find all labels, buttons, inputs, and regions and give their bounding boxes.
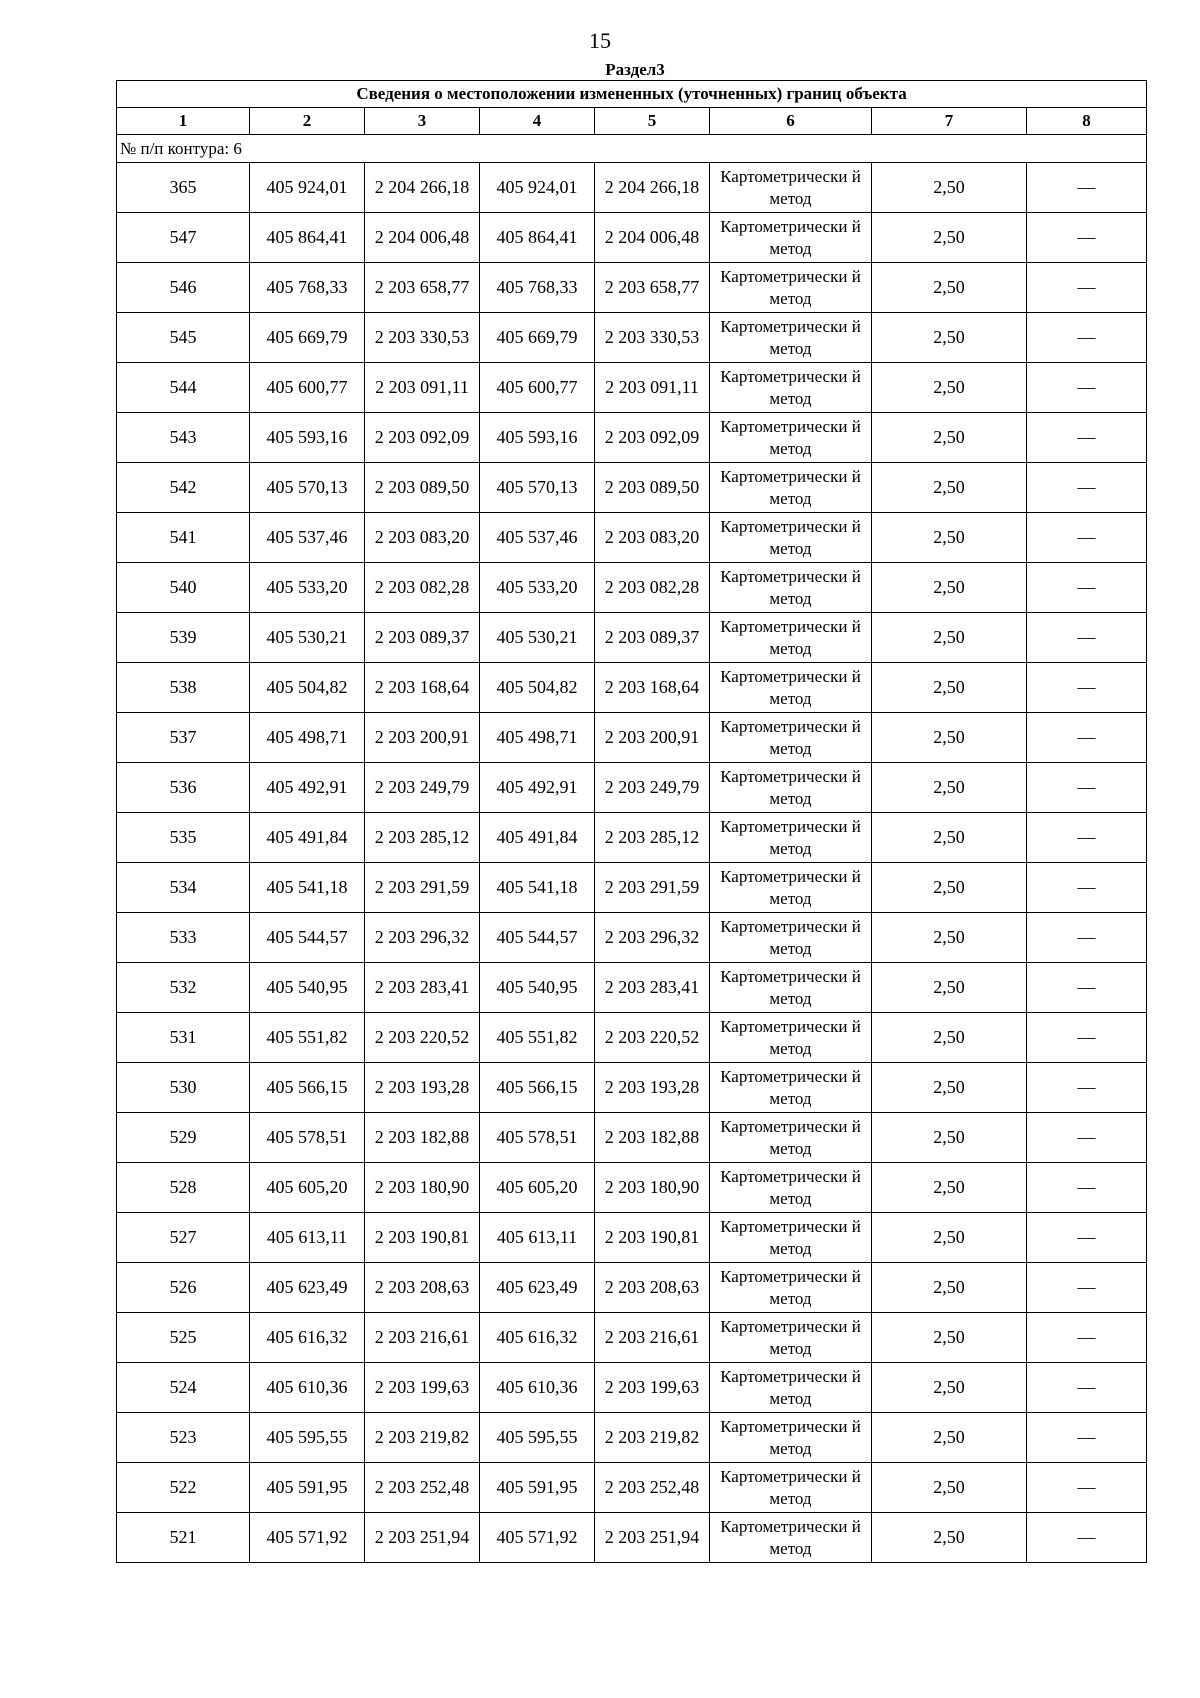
table-row	[117, 163, 1147, 213]
y-coordinate-cell: 2 203 219,82	[365, 1413, 480, 1463]
y-coordinate-cell: 2 203 658,77	[365, 263, 480, 313]
accuracy-cell: 2,50	[872, 213, 1027, 263]
table-row	[117, 1163, 1147, 1213]
note-cell: —	[1027, 1313, 1147, 1363]
section-title: Раздел3	[605, 60, 665, 79]
method-cell: Картометрически й метод	[710, 363, 872, 413]
y-coordinate-cell: 2 203 182,88	[595, 1113, 710, 1163]
method-cell: Картометрически й метод	[710, 1163, 872, 1213]
y-coordinate-cell: 2 203 180,90	[365, 1163, 480, 1213]
method-cell: Картометрически й метод	[710, 813, 872, 863]
y-coordinate-cell: 2 203 200,91	[595, 713, 710, 763]
table-row	[117, 1063, 1147, 1113]
note-cell: —	[1027, 963, 1147, 1013]
x-coordinate-cell: 405 530,21	[250, 613, 365, 663]
y-coordinate-cell: 2 203 208,63	[595, 1263, 710, 1313]
y-coordinate-cell: 2 203 091,11	[595, 363, 710, 413]
point-number-cell: 534	[117, 863, 250, 913]
x-coordinate-cell: 405 610,36	[480, 1363, 595, 1413]
y-coordinate-cell: 2 203 190,81	[595, 1213, 710, 1263]
point-number-cell: 527	[117, 1213, 250, 1263]
x-coordinate-cell: 405 924,01	[480, 163, 595, 213]
y-coordinate-cell: 2 203 082,28	[595, 563, 710, 613]
y-coordinate-cell: 2 203 291,59	[595, 863, 710, 913]
point-number-cell: 533	[117, 913, 250, 963]
method-cell: Картометрически й метод	[710, 413, 872, 463]
y-coordinate-cell: 2 204 006,48	[595, 213, 710, 263]
x-coordinate-cell: 405 595,55	[480, 1413, 595, 1463]
method-cell: Картометрически й метод	[710, 563, 872, 613]
x-coordinate-cell: 405 669,79	[480, 313, 595, 363]
y-coordinate-cell: 2 203 291,59	[365, 863, 480, 913]
y-coordinate-cell: 2 203 658,77	[595, 263, 710, 313]
y-coordinate-cell: 2 203 330,53	[365, 313, 480, 363]
note-cell: —	[1027, 1363, 1147, 1413]
x-coordinate-cell: 405 544,57	[480, 913, 595, 963]
x-coordinate-cell: 405 498,71	[250, 713, 365, 763]
x-coordinate-cell: 405 498,71	[480, 713, 595, 763]
boundary-table	[116, 80, 1147, 1563]
method-cell: Картометрически й метод	[710, 1313, 872, 1363]
x-coordinate-cell: 405 591,95	[250, 1463, 365, 1513]
table-row	[117, 363, 1147, 413]
accuracy-cell: 2,50	[872, 1163, 1027, 1213]
y-coordinate-cell: 2 203 089,50	[595, 463, 710, 513]
method-cell: Картометрически й метод	[710, 513, 872, 563]
y-coordinate-cell: 2 203 089,50	[365, 463, 480, 513]
table-row	[117, 513, 1147, 563]
table-row	[117, 1113, 1147, 1163]
accuracy-cell: 2,50	[872, 1013, 1027, 1063]
x-coordinate-cell: 405 492,91	[480, 763, 595, 813]
table-row	[117, 413, 1147, 463]
note-cell: —	[1027, 463, 1147, 513]
note-cell: —	[1027, 313, 1147, 363]
accuracy-cell: 2,50	[872, 1363, 1027, 1413]
x-coordinate-cell: 405 551,82	[250, 1013, 365, 1063]
point-number-cell: 528	[117, 1163, 250, 1213]
x-coordinate-cell: 405 491,84	[480, 813, 595, 863]
y-coordinate-cell: 2 203 208,63	[365, 1263, 480, 1313]
point-number-cell: 543	[117, 413, 250, 463]
table-row	[117, 1313, 1147, 1363]
y-coordinate-cell: 2 204 266,18	[365, 163, 480, 213]
x-coordinate-cell: 405 540,95	[480, 963, 595, 1013]
point-number-cell: 537	[117, 713, 250, 763]
x-coordinate-cell: 405 623,49	[250, 1263, 365, 1313]
x-coordinate-cell: 405 616,32	[250, 1313, 365, 1363]
column-number: 5	[595, 108, 710, 135]
note-cell: —	[1027, 163, 1147, 213]
x-coordinate-cell: 405 768,33	[480, 263, 595, 313]
note-cell: —	[1027, 563, 1147, 613]
y-coordinate-cell: 2 203 190,81	[365, 1213, 480, 1263]
accuracy-cell: 2,50	[872, 1113, 1027, 1163]
y-coordinate-cell: 2 203 193,28	[595, 1063, 710, 1113]
accuracy-cell: 2,50	[872, 263, 1027, 313]
x-coordinate-cell: 405 600,77	[250, 363, 365, 413]
y-coordinate-cell: 2 203 182,88	[365, 1113, 480, 1163]
x-coordinate-cell: 405 578,51	[480, 1113, 595, 1163]
x-coordinate-cell: 405 864,41	[480, 213, 595, 263]
x-coordinate-cell: 405 491,84	[250, 813, 365, 863]
method-cell: Картометрически й метод	[710, 1063, 872, 1113]
method-cell: Картометрически й метод	[710, 463, 872, 513]
note-cell: —	[1027, 213, 1147, 263]
note-cell: —	[1027, 1063, 1147, 1113]
table-row	[117, 763, 1147, 813]
y-coordinate-cell: 2 204 266,18	[595, 163, 710, 213]
x-coordinate-cell: 405 613,11	[250, 1213, 365, 1263]
table-row	[117, 963, 1147, 1013]
table-row	[117, 913, 1147, 963]
accuracy-cell: 2,50	[872, 1413, 1027, 1463]
y-coordinate-cell: 2 203 283,41	[365, 963, 480, 1013]
y-coordinate-cell: 2 203 168,64	[365, 663, 480, 713]
point-number-cell: 532	[117, 963, 250, 1013]
method-cell: Картометрически й метод	[710, 1463, 872, 1513]
y-coordinate-cell: 2 203 330,53	[595, 313, 710, 363]
x-coordinate-cell: 405 593,16	[480, 413, 595, 463]
method-cell: Картометрически й метод	[710, 1263, 872, 1313]
x-coordinate-cell: 405 864,41	[250, 213, 365, 263]
accuracy-cell: 2,50	[872, 1063, 1027, 1113]
note-cell: —	[1027, 713, 1147, 763]
x-coordinate-cell: 405 504,82	[480, 663, 595, 713]
method-cell: Картометрически й метод	[710, 863, 872, 913]
column-number: 3	[365, 108, 480, 135]
table-row	[117, 563, 1147, 613]
x-coordinate-cell: 405 593,16	[250, 413, 365, 463]
y-coordinate-cell: 2 203 249,79	[595, 763, 710, 813]
accuracy-cell: 2,50	[872, 513, 1027, 563]
method-cell: Картометрически й метод	[710, 163, 872, 213]
point-number-cell: 540	[117, 563, 250, 613]
note-cell: —	[1027, 263, 1147, 313]
note-cell: —	[1027, 363, 1147, 413]
method-cell: Картометрически й метод	[710, 713, 872, 763]
note-cell: —	[1027, 863, 1147, 913]
x-coordinate-cell: 405 600,77	[480, 363, 595, 413]
column-number: 7	[872, 108, 1027, 135]
x-coordinate-cell: 405 768,33	[250, 263, 365, 313]
x-coordinate-cell: 405 551,82	[480, 1013, 595, 1063]
y-coordinate-cell: 2 203 168,64	[595, 663, 710, 713]
table-row	[117, 713, 1147, 763]
contour-label: № п/п контура: 6	[117, 135, 1147, 163]
point-number-cell: 365	[117, 163, 250, 213]
method-cell: Картометрически й метод	[710, 1213, 872, 1263]
accuracy-cell: 2,50	[872, 713, 1027, 763]
method-cell: Картометрически й метод	[710, 963, 872, 1013]
page-number: 15	[589, 28, 611, 53]
method-cell: Картометрически й метод	[710, 313, 872, 363]
table-row	[117, 463, 1147, 513]
x-coordinate-cell: 405 544,57	[250, 913, 365, 963]
x-coordinate-cell: 405 591,95	[480, 1463, 595, 1513]
x-coordinate-cell: 405 623,49	[480, 1263, 595, 1313]
column-number: 4	[480, 108, 595, 135]
x-coordinate-cell: 405 566,15	[480, 1063, 595, 1113]
point-number-cell: 523	[117, 1413, 250, 1463]
accuracy-cell: 2,50	[872, 763, 1027, 813]
table-row	[117, 1263, 1147, 1313]
note-cell: —	[1027, 413, 1147, 463]
x-coordinate-cell: 405 595,55	[250, 1413, 365, 1463]
y-coordinate-cell: 2 203 283,41	[595, 963, 710, 1013]
table-row	[117, 213, 1147, 263]
table-row	[117, 613, 1147, 663]
note-cell: —	[1027, 613, 1147, 663]
accuracy-cell: 2,50	[872, 1463, 1027, 1513]
method-cell: Картометрически й метод	[710, 1013, 872, 1063]
note-cell: —	[1027, 1413, 1147, 1463]
y-coordinate-cell: 2 204 006,48	[365, 213, 480, 263]
accuracy-cell: 2,50	[872, 963, 1027, 1013]
y-coordinate-cell: 2 203 220,52	[595, 1013, 710, 1063]
y-coordinate-cell: 2 203 252,48	[595, 1463, 710, 1513]
column-number: 8	[1027, 108, 1147, 135]
point-number-cell: 531	[117, 1013, 250, 1063]
x-coordinate-cell: 405 541,18	[250, 863, 365, 913]
accuracy-cell: 2,50	[872, 163, 1027, 213]
y-coordinate-cell: 2 203 089,37	[595, 613, 710, 663]
x-coordinate-cell: 405 605,20	[250, 1163, 365, 1213]
table-row	[117, 1413, 1147, 1463]
accuracy-cell: 2,50	[872, 463, 1027, 513]
y-coordinate-cell: 2 203 251,94	[595, 1513, 710, 1563]
y-coordinate-cell: 2 203 216,61	[365, 1313, 480, 1363]
method-cell: Картометрически й метод	[710, 1513, 872, 1563]
table-body	[117, 163, 1147, 1563]
y-coordinate-cell: 2 203 092,09	[595, 413, 710, 463]
point-number-cell: 539	[117, 613, 250, 663]
column-number: 1	[117, 108, 250, 135]
point-number-cell: 529	[117, 1113, 250, 1163]
y-coordinate-cell: 2 203 193,28	[365, 1063, 480, 1113]
method-cell: Картометрически й метод	[710, 1363, 872, 1413]
x-coordinate-cell: 405 610,36	[250, 1363, 365, 1413]
note-cell: —	[1027, 1013, 1147, 1063]
x-coordinate-cell: 405 570,13	[250, 463, 365, 513]
table-row	[117, 663, 1147, 713]
x-coordinate-cell: 405 537,46	[250, 513, 365, 563]
y-coordinate-cell: 2 203 180,90	[595, 1163, 710, 1213]
y-coordinate-cell: 2 203 216,61	[595, 1313, 710, 1363]
accuracy-cell: 2,50	[872, 663, 1027, 713]
y-coordinate-cell: 2 203 220,52	[365, 1013, 480, 1063]
y-coordinate-cell: 2 203 083,20	[365, 513, 480, 563]
y-coordinate-cell: 2 203 091,11	[365, 363, 480, 413]
x-coordinate-cell: 405 533,20	[480, 563, 595, 613]
point-number-cell: 538	[117, 663, 250, 713]
accuracy-cell: 2,50	[872, 313, 1027, 363]
y-coordinate-cell: 2 203 285,12	[365, 813, 480, 863]
x-coordinate-cell: 405 541,18	[480, 863, 595, 913]
x-coordinate-cell: 405 669,79	[250, 313, 365, 363]
method-cell: Картометрически й метод	[710, 1413, 872, 1463]
table-row	[117, 313, 1147, 363]
point-number-cell: 536	[117, 763, 250, 813]
x-coordinate-cell: 405 504,82	[250, 663, 365, 713]
point-number-cell: 542	[117, 463, 250, 513]
x-coordinate-cell: 405 533,20	[250, 563, 365, 613]
x-coordinate-cell: 405 566,15	[250, 1063, 365, 1113]
point-number-cell: 524	[117, 1363, 250, 1413]
accuracy-cell: 2,50	[872, 1263, 1027, 1313]
y-coordinate-cell: 2 203 296,32	[365, 913, 480, 963]
accuracy-cell: 2,50	[872, 1313, 1027, 1363]
note-cell: —	[1027, 1513, 1147, 1563]
y-coordinate-cell: 2 203 249,79	[365, 763, 480, 813]
point-number-cell: 541	[117, 513, 250, 563]
point-number-cell: 547	[117, 213, 250, 263]
point-number-cell: 526	[117, 1263, 250, 1313]
note-cell: —	[1027, 663, 1147, 713]
table-row	[117, 1213, 1147, 1263]
note-cell: —	[1027, 913, 1147, 963]
y-coordinate-cell: 2 203 200,91	[365, 713, 480, 763]
y-coordinate-cell: 2 203 199,63	[595, 1363, 710, 1413]
point-number-cell: 525	[117, 1313, 250, 1363]
y-coordinate-cell: 2 203 083,20	[595, 513, 710, 563]
table-row	[117, 863, 1147, 913]
x-coordinate-cell: 405 578,51	[250, 1113, 365, 1163]
y-coordinate-cell: 2 203 251,94	[365, 1513, 480, 1563]
table-row	[117, 1463, 1147, 1513]
note-cell: —	[1027, 1263, 1147, 1313]
y-coordinate-cell: 2 203 285,12	[595, 813, 710, 863]
x-coordinate-cell: 405 571,92	[250, 1513, 365, 1563]
accuracy-cell: 2,50	[872, 863, 1027, 913]
accuracy-cell: 2,50	[872, 813, 1027, 863]
table-caption: Сведения о местоположении измененных (уточненных) границ объекта	[117, 81, 1147, 108]
method-cell: Картометрически й метод	[710, 663, 872, 713]
note-cell: —	[1027, 1213, 1147, 1263]
point-number-cell: 530	[117, 1063, 250, 1113]
x-coordinate-cell: 405 530,21	[480, 613, 595, 663]
accuracy-cell: 2,50	[872, 913, 1027, 963]
y-coordinate-cell: 2 203 252,48	[365, 1463, 480, 1513]
note-cell: —	[1027, 1163, 1147, 1213]
table-row	[117, 1013, 1147, 1063]
method-cell: Картометрически й метод	[710, 613, 872, 663]
y-coordinate-cell: 2 203 296,32	[595, 913, 710, 963]
y-coordinate-cell: 2 203 199,63	[365, 1363, 480, 1413]
y-coordinate-cell: 2 203 092,09	[365, 413, 480, 463]
x-coordinate-cell: 405 540,95	[250, 963, 365, 1013]
x-coordinate-cell: 405 537,46	[480, 513, 595, 563]
y-coordinate-cell: 2 203 089,37	[365, 613, 480, 663]
accuracy-cell: 2,50	[872, 413, 1027, 463]
column-number: 6	[710, 108, 872, 135]
y-coordinate-cell: 2 203 219,82	[595, 1413, 710, 1463]
table-row	[117, 1363, 1147, 1413]
x-coordinate-cell: 405 605,20	[480, 1163, 595, 1213]
note-cell: —	[1027, 813, 1147, 863]
accuracy-cell: 2,50	[872, 1213, 1027, 1263]
accuracy-cell: 2,50	[872, 563, 1027, 613]
table-row	[117, 263, 1147, 313]
accuracy-cell: 2,50	[872, 1513, 1027, 1563]
note-cell: —	[1027, 1463, 1147, 1513]
x-coordinate-cell: 405 492,91	[250, 763, 365, 813]
method-cell: Картометрически й метод	[710, 1113, 872, 1163]
accuracy-cell: 2,50	[872, 613, 1027, 663]
x-coordinate-cell: 405 571,92	[480, 1513, 595, 1563]
column-number: 2	[250, 108, 365, 135]
method-cell: Картометрически й метод	[710, 913, 872, 963]
note-cell: —	[1027, 1113, 1147, 1163]
column-number-row	[117, 108, 1147, 135]
accuracy-cell: 2,50	[872, 363, 1027, 413]
point-number-cell: 545	[117, 313, 250, 363]
point-number-cell: 521	[117, 1513, 250, 1563]
y-coordinate-cell: 2 203 082,28	[365, 563, 480, 613]
table-row	[117, 1513, 1147, 1563]
x-coordinate-cell: 405 613,11	[480, 1213, 595, 1263]
x-coordinate-cell: 405 616,32	[480, 1313, 595, 1363]
table-row	[117, 813, 1147, 863]
x-coordinate-cell: 405 924,01	[250, 163, 365, 213]
point-number-cell: 544	[117, 363, 250, 413]
point-number-cell: 546	[117, 263, 250, 313]
point-number-cell: 522	[117, 1463, 250, 1513]
method-cell: Картометрически й метод	[710, 263, 872, 313]
note-cell: —	[1027, 513, 1147, 563]
x-coordinate-cell: 405 570,13	[480, 463, 595, 513]
note-cell: —	[1027, 763, 1147, 813]
method-cell: Картометрически й метод	[710, 213, 872, 263]
method-cell: Картометрически й метод	[710, 763, 872, 813]
point-number-cell: 535	[117, 813, 250, 863]
